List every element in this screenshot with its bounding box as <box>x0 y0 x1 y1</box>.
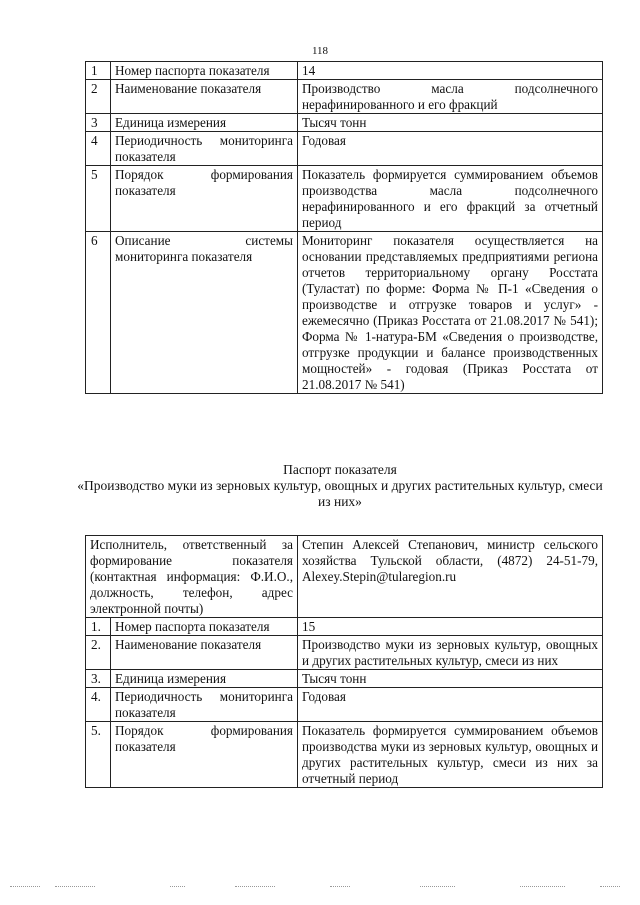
table-row <box>86 636 603 670</box>
table-row <box>86 670 603 688</box>
row-number: 3 <box>86 114 111 132</box>
page-number: 118 <box>311 45 329 57</box>
table-row <box>86 114 603 132</box>
table-row <box>86 722 603 788</box>
indicator-table-14 <box>85 61 603 394</box>
row-number: 6 <box>86 232 111 394</box>
indicator-table-15 <box>85 535 603 788</box>
row-label: Периодичность мониторинга показателя <box>111 688 298 722</box>
row-value: Показатель формируется суммированием объемов производства масла подсолнечного нерафинированного и его фракций за отчетный период <box>298 166 603 232</box>
passport-heading-title: Паспорт показателя <box>283 462 397 477</box>
row-value: Годовая <box>298 688 603 722</box>
row-value: 14 <box>298 62 603 80</box>
row-label: Номер паспорта показателя <box>111 62 298 80</box>
row-number: 4. <box>86 688 111 722</box>
row-label: Единица измерения <box>111 670 298 688</box>
row-number: 5. <box>86 722 111 788</box>
row-value: Тысяч тонн <box>298 670 603 688</box>
row-number: 5 <box>86 166 111 232</box>
executor-value: Степин Алексей Степанович, министр сельского хозяйства Тульской области, (4872) 24-51-79, Alexey.Stepin@tularegion.ru <box>298 536 603 618</box>
row-value: Производство масла подсолнечного нерафинированного и его фракций <box>298 80 603 114</box>
row-number: 1 <box>86 62 111 80</box>
table-row <box>86 232 603 394</box>
row-value: Производство муки из зерновых культур, овощных и других растительных культур, смеси из них <box>298 636 603 670</box>
row-label: Номер паспорта показателя <box>111 618 298 636</box>
row-label: Наименование показателя <box>111 80 298 114</box>
row-number: 3. <box>86 670 111 688</box>
table-row <box>86 688 603 722</box>
table-row <box>86 166 603 232</box>
row-value: Тысяч тонн <box>298 114 603 132</box>
row-label: Порядок формирования показателя <box>111 166 298 232</box>
row-number: 2 <box>86 80 111 114</box>
table-row <box>86 80 603 114</box>
passport-heading <box>70 462 610 510</box>
row-number: 1. <box>86 618 111 636</box>
row-value: Показатель формируется суммированием объемов производства муки из зерновых культур, овощных и других растительных культур, смеси из них за отчетный период <box>298 722 603 788</box>
table-row <box>86 618 603 636</box>
table-row <box>86 62 603 80</box>
table-row <box>86 132 603 166</box>
scan-edge-marks <box>0 886 640 890</box>
row-label: Периодичность мониторинга показателя <box>111 132 298 166</box>
row-number: 4 <box>86 132 111 166</box>
row-value: Мониторинг показателя осуществляется на основании представляемых предприятиями региона отчетов территориальному органу Росстата (Туластат) по форме: Форма № П-1 «Сведения о производстве и отгрузке товаров и услуг» - ежемесячно (Приказ Росстата от 21.08.2017 № 541); Форма № 1-натура-БМ «Сведения о производстве, отгрузке продукции и балансе производственных мощностей» - годовая (Приказ Росстата от 21.08.2017 № 541) <box>298 232 603 394</box>
row-label: Наименование показателя <box>111 636 298 670</box>
executor-label: Исполнитель, ответственный за формирование показателя (контактная информация: Ф.И.О., должность, телефон, адрес электронной почты) <box>86 536 298 618</box>
row-label: Единица измерения <box>111 114 298 132</box>
row-value: Годовая <box>298 132 603 166</box>
row-label: Описание системы мониторинга показателя <box>111 232 298 394</box>
passport-heading-subtitle: «Производство муки из зерновых культур, овощных и других растительных культур, смеси из них» <box>77 478 603 509</box>
table-row <box>86 536 603 618</box>
row-value: 15 <box>298 618 603 636</box>
row-label: Порядок формирования показателя <box>111 722 298 788</box>
row-number: 2. <box>86 636 111 670</box>
